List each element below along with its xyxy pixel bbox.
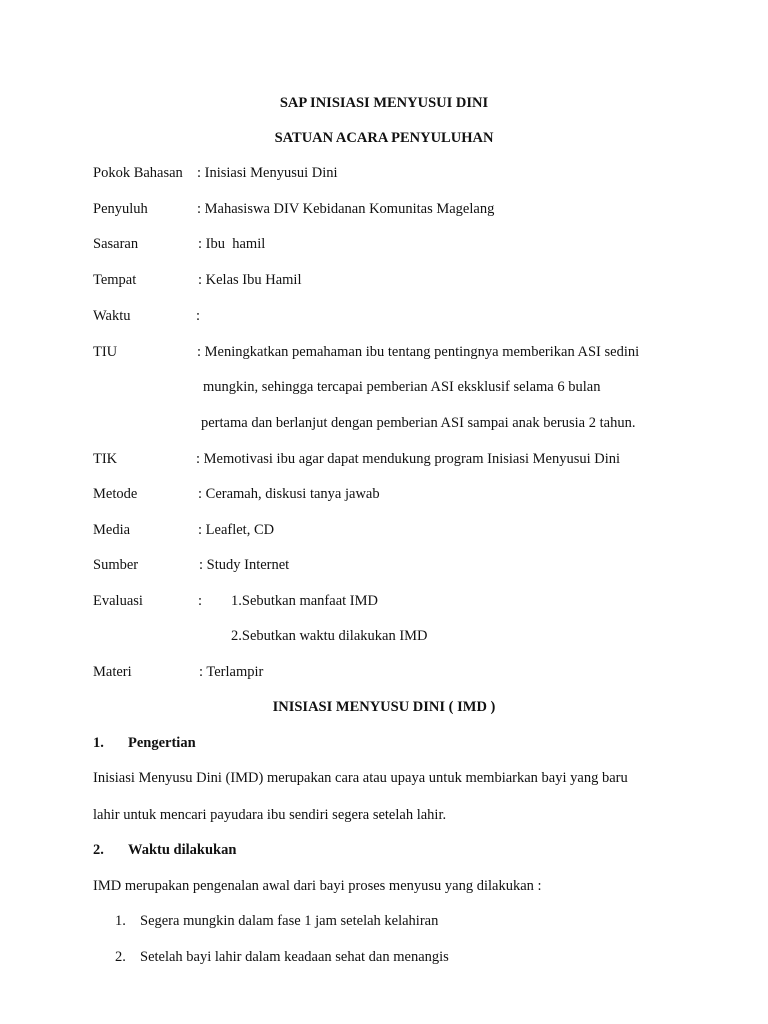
label-materi: Materi xyxy=(93,664,132,680)
label-media: Media xyxy=(93,522,131,538)
label-sumber: Sumber xyxy=(93,557,139,573)
label-penyuluh: Penyuluh xyxy=(93,201,148,217)
list-item-2-number: 2. xyxy=(115,949,126,965)
section-1-line-1: Inisiasi Menyusu Dini (IMD) merupakan cara atau upaya untuk membiarkan bayi yang baru xyxy=(93,770,628,786)
section-2-heading: Waktu dilakukan xyxy=(128,842,237,858)
value-waktu: : xyxy=(196,308,201,324)
section-1-number: 1. xyxy=(93,735,104,751)
label-metode: Metode xyxy=(93,486,138,502)
value-evaluasi: : xyxy=(198,593,203,609)
label-tik: TIK xyxy=(93,451,118,467)
list-item-1-text: Segera mungkin dalam fase 1 jam setelah kelahiran xyxy=(140,913,439,929)
page-title: SAP INISIASI MENYUSUI DINI xyxy=(279,95,489,111)
value-tempat: : Kelas Ibu Hamil xyxy=(198,272,302,288)
value-penyuluh: : Mahasiswa DIV Kebidanan Komunitas Magelang xyxy=(197,201,495,217)
section-1-line-2: lahir untuk mencari payudara ibu sendiri segera setelah lahir. xyxy=(93,807,447,823)
section-2-number: 2. xyxy=(93,842,104,858)
evaluasi-item-1: 1.Sebutkan manfaat IMD xyxy=(231,593,378,609)
evaluasi-item-2: 2.Sebutkan waktu dilakukan IMD xyxy=(231,628,428,644)
value-tiu-line-3: pertama dan berlanjut dengan pemberian ASI sampai anak berusia 2 tahun. xyxy=(201,415,636,431)
list-item-1-number: 1. xyxy=(115,913,126,929)
label-tiu: TIU xyxy=(93,344,118,360)
value-tiu: : Meningkatkan pemahaman ibu tentang pentingnya memberikan ASI sedini xyxy=(197,344,640,360)
value-tiu-line-2: mungkin, sehingga tercapai pemberian ASI eksklusif selama 6 bulan xyxy=(203,379,601,395)
label-sasaran: Sasaran xyxy=(93,236,139,252)
label-evaluasi: Evaluasi xyxy=(93,593,143,609)
value-metode: : Ceramah, diskusi tanya jawab xyxy=(198,486,380,502)
value-materi: : Terlampir xyxy=(199,664,264,680)
value-pokok-bahasan: : Inisiasi Menyusui Dini xyxy=(197,165,338,181)
label-pokok-bahasan: Pokok Bahasan xyxy=(93,165,183,181)
value-sasaran: : Ibu hamil xyxy=(198,236,266,252)
label-waktu: Waktu xyxy=(93,308,131,324)
value-tik: : Memotivasi ibu agar dapat mendukung program Inisiasi Menyusui Dini xyxy=(196,451,621,467)
list-item-2-text: Setelah bayi lahir dalam keadaan sehat dan menangis xyxy=(140,949,449,965)
section-2-line-1: IMD merupakan pengenalan awal dari bayi proses menyusu yang dilakukan : xyxy=(93,878,542,894)
page-subtitle: SATUAN ACARA PENYULUHAN xyxy=(274,130,494,146)
section-title: INISIASI MENYUSU DINI ( IMD ) xyxy=(272,699,496,715)
value-sumber: : Study Internet xyxy=(199,557,290,573)
label-tempat: Tempat xyxy=(93,272,137,288)
value-media: : Leaflet, CD xyxy=(198,522,275,538)
section-1-heading: Pengertian xyxy=(128,735,196,751)
